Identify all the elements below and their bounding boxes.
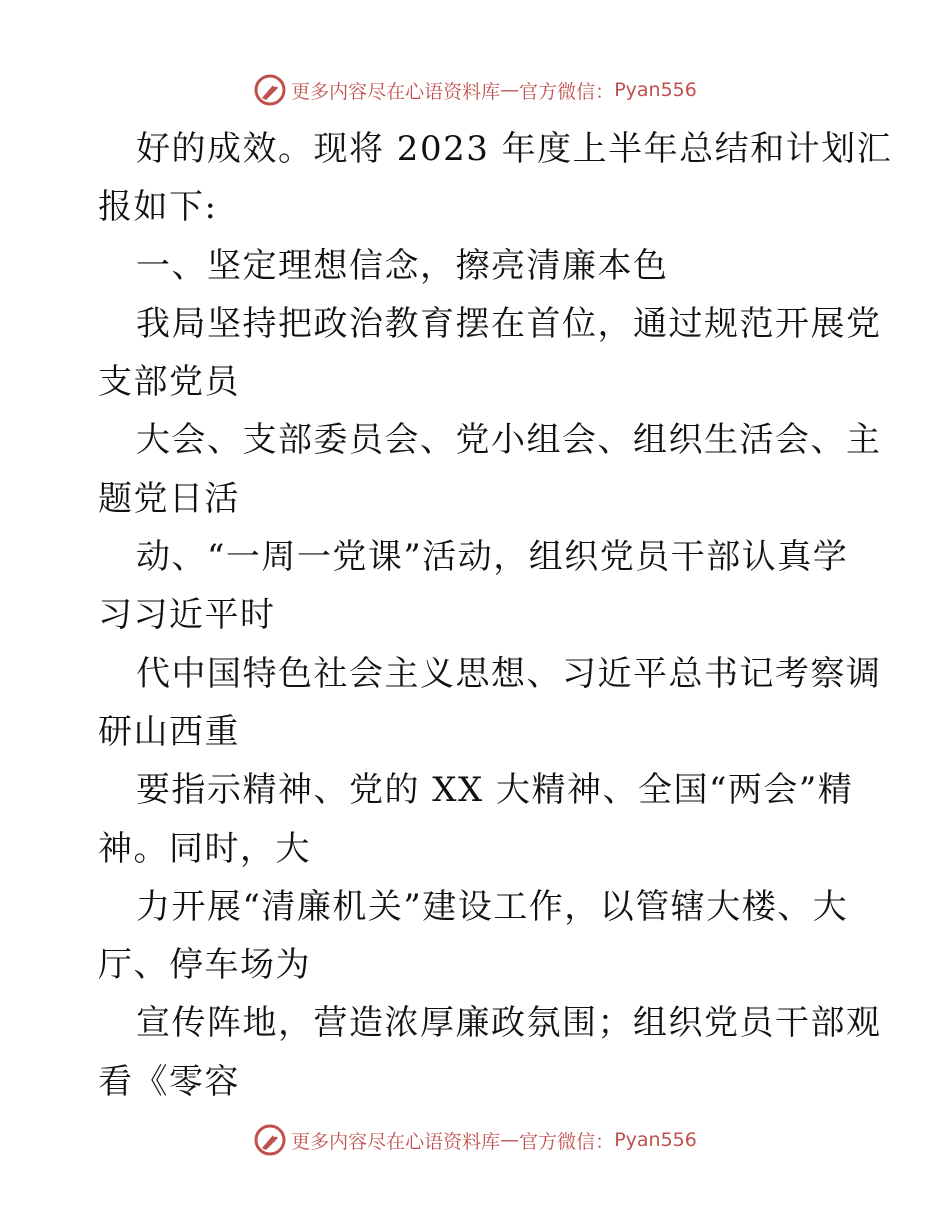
body-line: 大会、支部委员会、党小组会、组织生活会、主 [136, 420, 882, 461]
body-line: 宣传阵地，营造浓厚廉政氛围；组织党员干部观 [136, 1003, 882, 1044]
body-line: 报如下: [98, 187, 218, 228]
body-line: 支部党员 [98, 362, 240, 403]
body-line: 习习近平时 [98, 595, 276, 636]
watermark-link[interactable]: 更多内容尽在心语资料库 [291, 1130, 501, 1153]
watermark-account: Pyan556 [614, 1129, 697, 1151]
body-line: 厅、停车场为 [98, 945, 311, 986]
body-line: 题党日活 [98, 478, 240, 519]
header-watermark [0, 70, 950, 110]
body-line: 动、“一周一党课”活动，组织党员干部认真学 [136, 537, 849, 578]
watermark-account: Pyan556 [614, 79, 697, 101]
watermark-dash: — [500, 1129, 520, 1151]
body-line: 研山西重 [98, 711, 240, 752]
watermark-link[interactable]: 更多内容尽在心语资料库 [291, 80, 501, 103]
body-line: 神。同时，大 [98, 828, 311, 869]
footer-watermark [0, 1120, 950, 1160]
watermark-dash: — [500, 79, 520, 101]
pen-nib-icon [253, 73, 287, 107]
body-line: 好的成效。现将 2023 年度上半年总结和计划汇 [136, 129, 893, 169]
body-line: 要指示精神、党的 XX 大精神、全国“两会”精 [136, 770, 854, 811]
body-line: 我局坚持把政治教育摆在首位，通过规范开展党 [136, 303, 882, 344]
body-line: 看《零容 [98, 1061, 240, 1102]
document-body [98, 120, 893, 1111]
section-heading: 一、坚定理想信念，擦亮清廉本色 [136, 245, 669, 286]
watermark-wechat-label: 官方微信： [519, 1130, 615, 1153]
pen-nib-icon [253, 1123, 287, 1157]
body-line: 代中国特色社会主义思想、习近平总书记考察调 [136, 653, 882, 694]
body-line: 力开展“清廉机关”建设工作，以管辖大楼、大 [136, 886, 849, 927]
watermark-wechat-label: 官方微信： [519, 80, 615, 103]
